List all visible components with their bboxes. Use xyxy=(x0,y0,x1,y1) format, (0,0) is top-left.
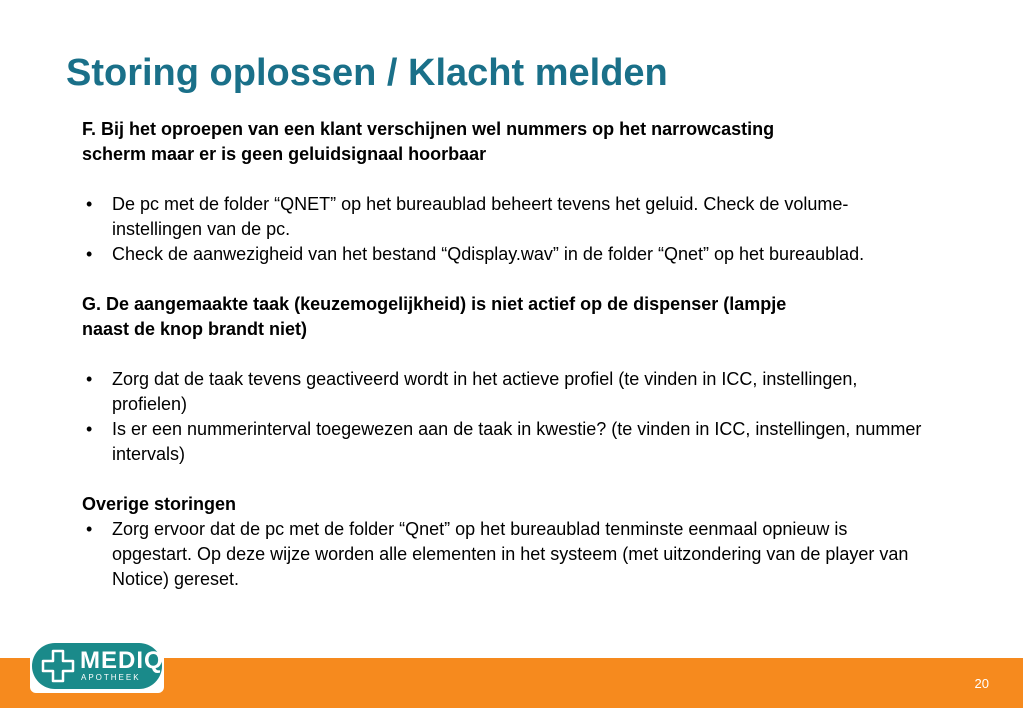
bullet-text: Is er een nummerinterval toegewezen aan de taak in kwestie? (te vinden in ICC, instellingen, nummer intervals) xyxy=(112,419,922,464)
bullet-text: Zorg ervoor dat de pc met de folder “Qnet” op het bureaublad tenminste eenmaal opnieuw is opgestart. Op deze wijze worden alle elementen in het systeem (met uitzondering van de player van Notice) gereset. xyxy=(112,519,909,589)
list-item xyxy=(82,192,922,242)
section-f-heading-line1: F. Bij het oproepen van een klant verschijnen wel nummers op het narrowcasting xyxy=(82,119,775,139)
logo-subtitle: APOTHEEK xyxy=(81,673,141,682)
slide-content xyxy=(82,117,922,592)
list-item xyxy=(82,367,922,417)
section-g-heading-line1: G. De aangemaakte taak (keuzemogelijkheid) is niet actief op de dispenser (lampje xyxy=(82,294,787,314)
mediq-logo xyxy=(30,641,164,693)
bullet-point: • xyxy=(86,244,93,264)
section-f-list xyxy=(82,192,922,267)
slide-title: Storing oplossen / Klacht melden xyxy=(66,52,668,94)
section-g-list xyxy=(82,367,922,467)
bullet-point: • xyxy=(86,194,93,214)
bullet-point: • xyxy=(86,419,93,439)
bullet-point: • xyxy=(86,519,93,539)
section-f-heading xyxy=(82,117,922,167)
list-item xyxy=(82,417,922,467)
cross-icon xyxy=(40,648,76,684)
section-g-heading xyxy=(82,292,922,342)
list-item xyxy=(82,517,922,592)
bullet-point: • xyxy=(86,369,93,389)
bullet-text: Zorg dat de taak tevens geactiveerd wordt in het actieve profiel (te vinden in ICC, instellingen, profielen) xyxy=(112,369,858,414)
section-other-list xyxy=(82,517,922,592)
section-other-heading: Overige storingen xyxy=(82,494,237,514)
logo-name: MEDIQ xyxy=(80,647,164,674)
bullet-text: De pc met de folder “QNET” op het bureaublad beheert tevens het geluid. Check de volume-instellingen van de pc. xyxy=(112,194,849,239)
list-item xyxy=(82,242,922,267)
logo-badge xyxy=(32,643,162,689)
page-number: 20 xyxy=(974,676,989,691)
bullet-text: Check de aanwezigheid van het bestand “Qdisplay.wav” in de folder “Qnet” op het bureaublad. xyxy=(112,244,865,264)
section-f-heading-line2: scherm maar er is geen geluidsignaal hoorbaar xyxy=(82,144,487,164)
section-g-heading-line2: naast de knop brandt niet) xyxy=(82,319,308,339)
